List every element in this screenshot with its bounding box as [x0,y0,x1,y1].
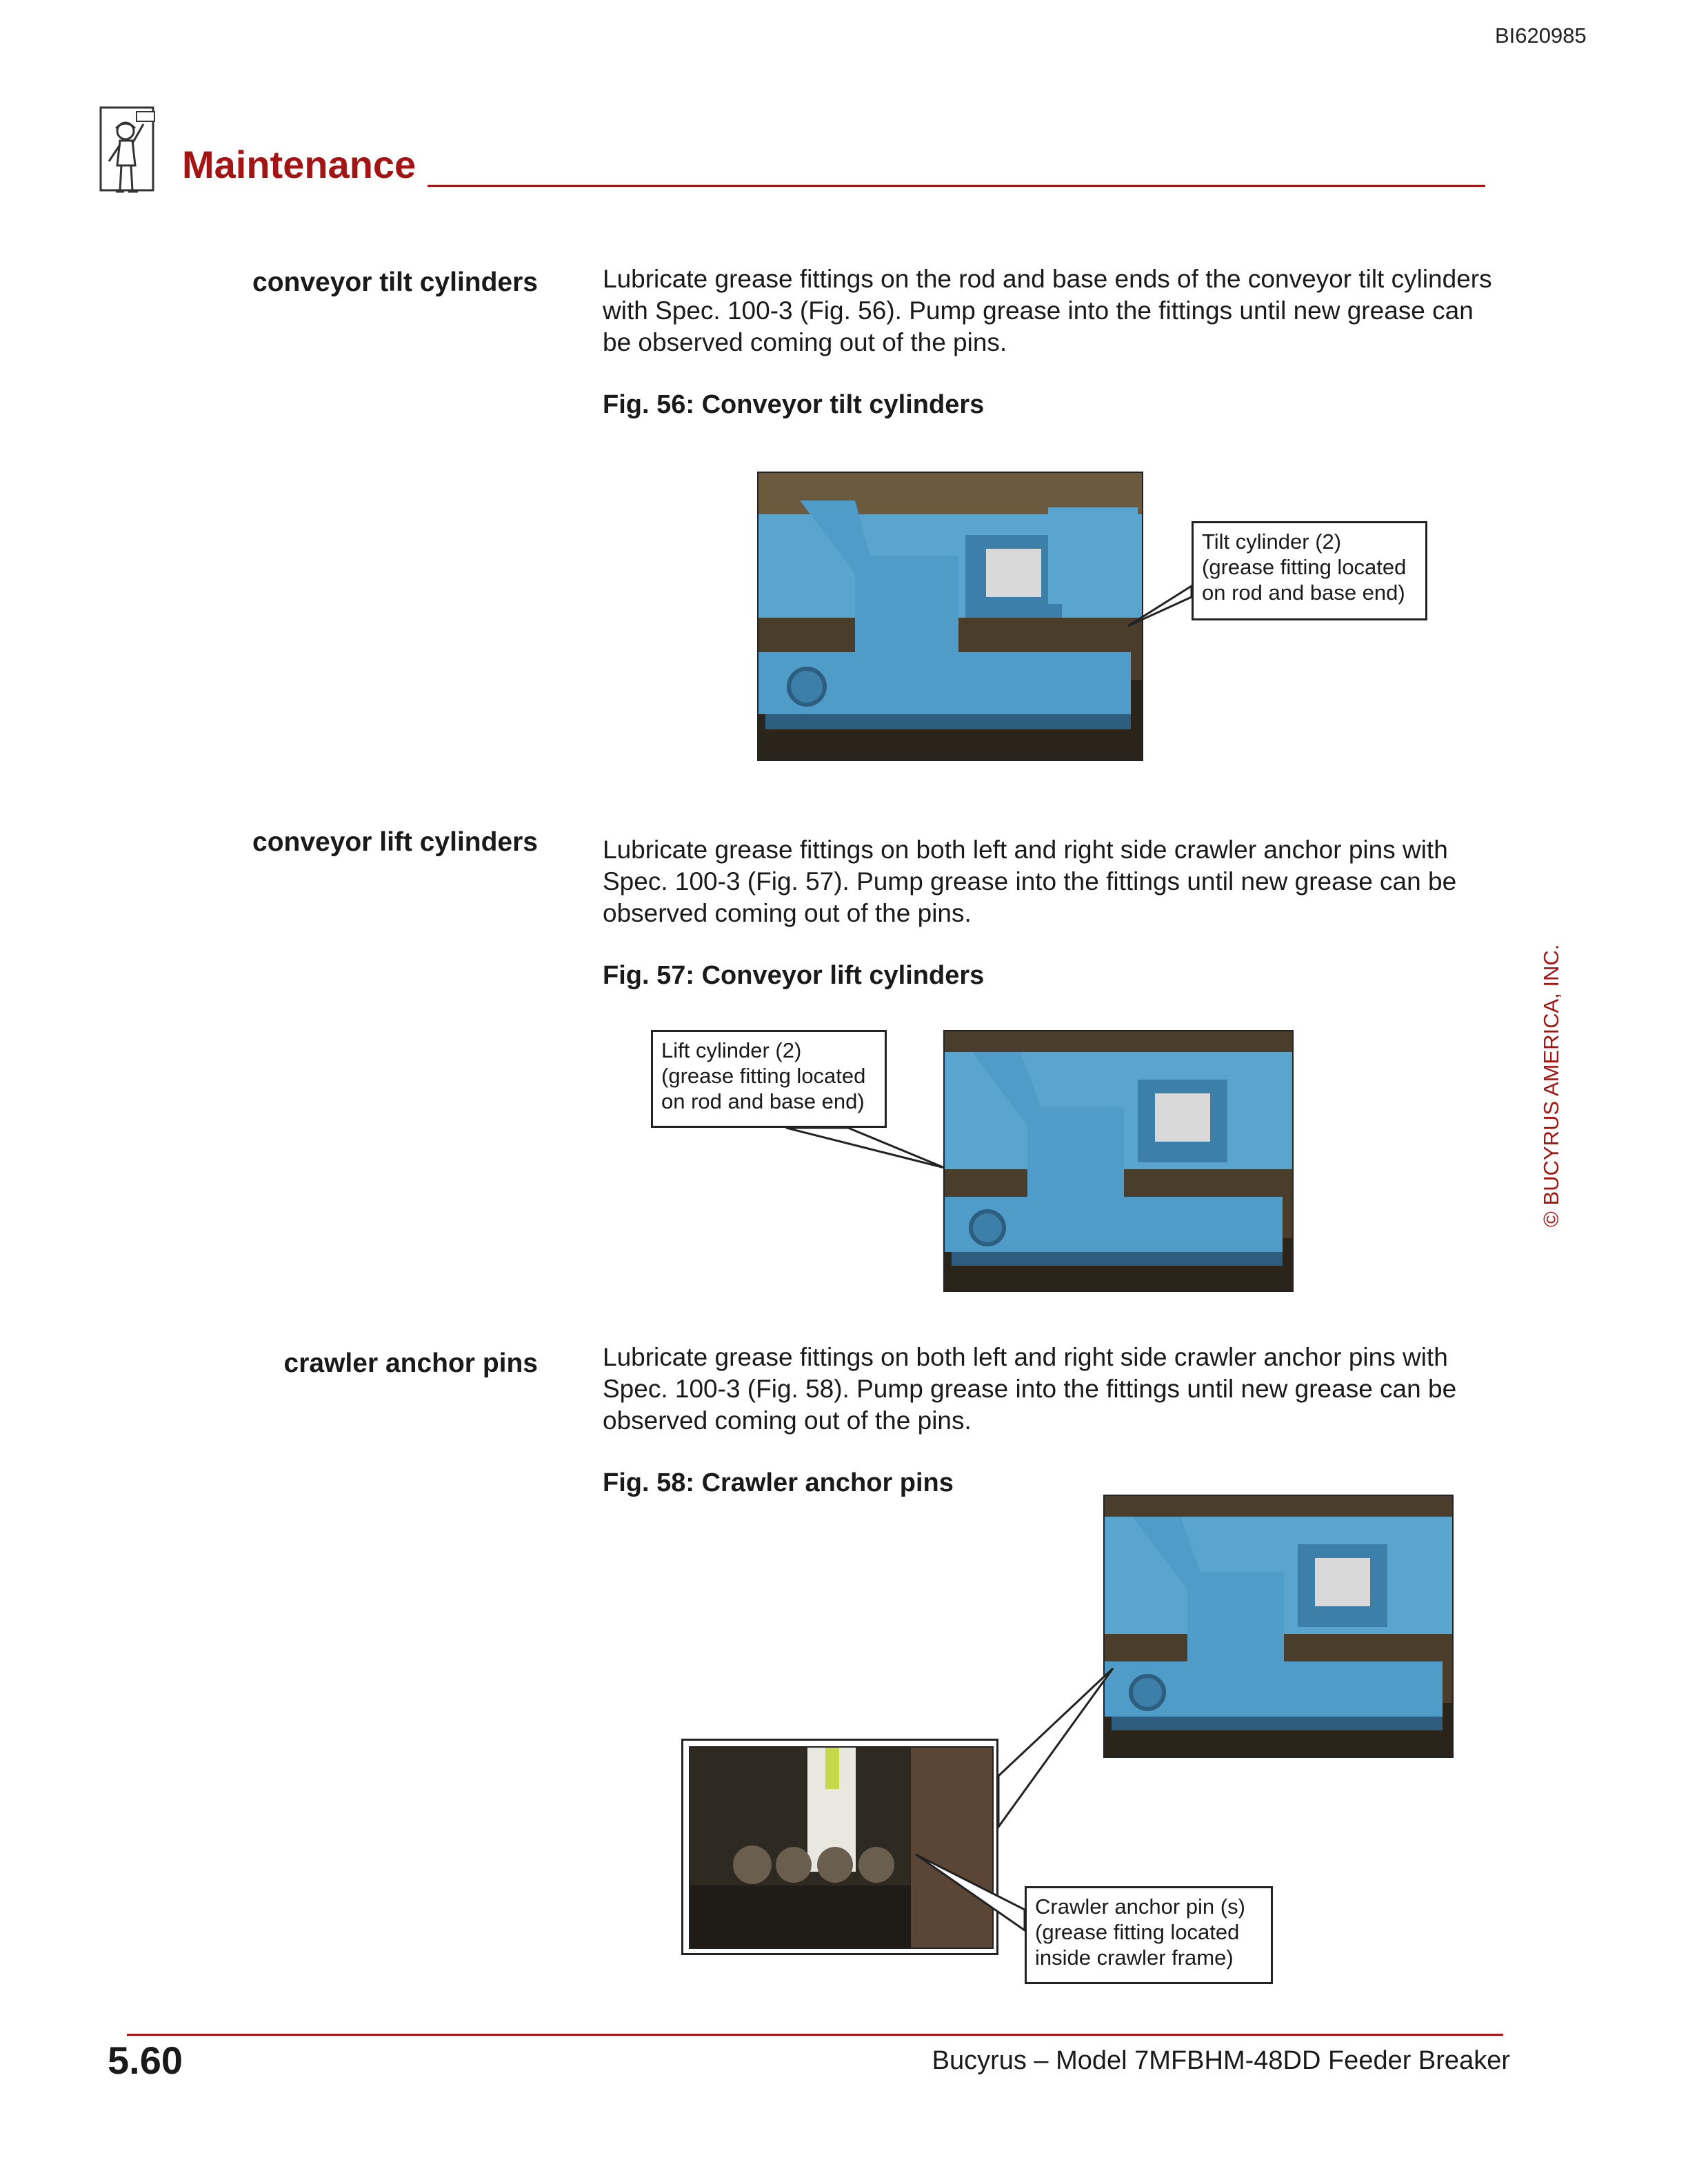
copyright-note: © BUCYRUS AMERICA, INC. [1539,944,1563,1227]
title-rule [428,185,1485,187]
callout-tilt-cylinder [1192,521,1427,620]
figure-caption-58: Fig. 58: Crawler anchor pins [603,1468,954,1497]
callout-crawler-anchor-pin [1025,1886,1273,1984]
inset-frame [681,1739,998,1955]
callout-line: (grease fitting located [1202,555,1407,579]
side-heading-crawler-anchor-pins: crawler anchor pins [283,1348,538,1378]
callout-line: (grease fitting located [661,1064,866,1088]
paragraph-tilt-cylinders: Lubricate grease fittings on the rod and base ends of the conveyor tilt cylinders with Spec. 100-3 (Fig. 56). Pump grease into the fittings until new grease can be observed coming out of the pins. [603,265,1492,356]
callout-line: Lift cylinder (2) [661,1038,802,1062]
callout-line: inside crawler frame) [1035,1945,1234,1970]
callout-line: (grease fitting located [1035,1920,1240,1944]
callout-lift-cylinder [651,1030,887,1128]
footer-title: Bucyrus – Model 7MFBHM-48DD Feeder Breaker [932,2046,1510,2075]
document-id: BI620985 [1495,23,1587,48]
photo-feeder-breaker-fig58 [1103,1495,1454,1758]
maintenance-worker-icon [97,103,160,200]
footer-rule [127,2034,1503,2036]
callout-line: Crawler anchor pin (s) [1035,1894,1245,1919]
figure-caption-57: Fig. 57: Conveyor lift cylinders [603,961,985,990]
photo-feeder-breaker-fig57 [943,1030,1294,1292]
callout-line: on rod and base end) [661,1089,865,1113]
callout-line: Tilt cylinder (2) [1202,529,1342,554]
photo-feeder-breaker-fig56 [757,472,1143,761]
paragraph-lift-cylinders: Lubricate grease fittings on both left and right side crawler anchor pins with Spec. 100-3 (Fig. 57). Pump grease into the fittings until new grease can be observed coming out of the pins. [603,836,1457,927]
section-title: Maintenance [182,143,416,186]
side-heading-lift-cylinders: conveyor lift cylinders [252,827,538,857]
callout-line: on rod and base end) [1202,580,1405,605]
photo-crawler-pin-closeup [689,1746,994,1949]
page-number: 5.60 [108,2039,183,2082]
side-heading-tilt-cylinders: conveyor tilt cylinders [252,267,538,297]
paragraph-crawler-anchor-pins: Lubricate grease fittings on both left and right side crawler anchor pins with Spec. 100-3 (Fig. 58). Pump grease into the fittings until new grease can be observed coming out of the pins. [603,1343,1457,1435]
figure-caption-56: Fig. 56: Conveyor tilt cylinders [603,390,985,419]
